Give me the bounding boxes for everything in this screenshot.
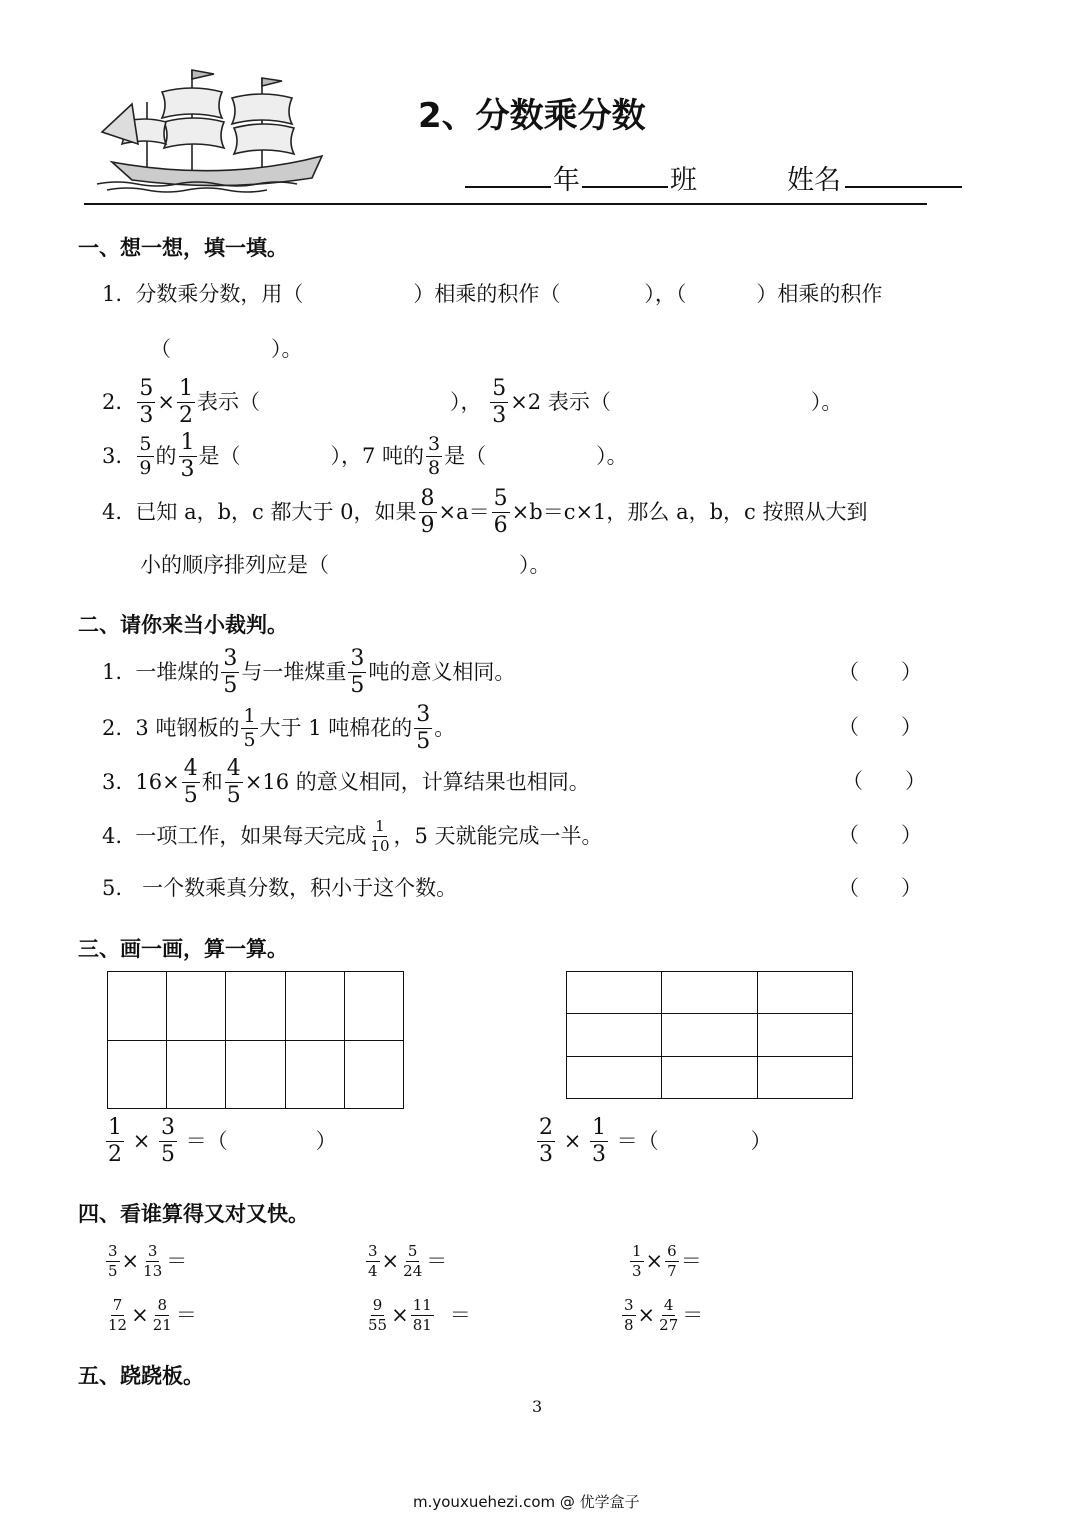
class-blank[interactable] bbox=[582, 186, 668, 188]
calc-item: $\frac{3}{4}$ × $\frac{5}{24}$ ＝ bbox=[368, 1241, 448, 1280]
fraction: $\frac{3}{5}$ bbox=[160, 1114, 175, 1167]
page-number: 3 bbox=[532, 1397, 543, 1416]
class-label: 班 bbox=[670, 165, 697, 196]
section4-heading: 四、看谁算得又对又快。 bbox=[78, 1202, 309, 1226]
answer-paren[interactable]: （ ） bbox=[838, 715, 922, 739]
fraction: $\frac{3}{5}$ bbox=[350, 645, 365, 698]
q-number: 1. bbox=[102, 282, 123, 306]
s2-q1: 1. 一堆煤的 $\frac{3}{5}$ 与一堆煤重 $\frac{3}{5}$ 吨的意义相同。 bbox=[102, 645, 516, 698]
fraction: $\frac{5}{3}$ bbox=[492, 375, 507, 428]
s2-q4: 4. 一项工作，如果每天完成 $\frac{1}{10}$ ，5 天就能完成一半。 bbox=[102, 816, 603, 855]
s3-right-expression: $\frac{2}{3}$ × $\frac{1}{3}$ ＝（ ） bbox=[539, 1114, 772, 1167]
class-year-label: 年 bbox=[553, 165, 580, 196]
s1-q4-cont: 小的顺序排列应是（ ）。 bbox=[140, 553, 551, 577]
fraction: $\frac{1}{3}$ bbox=[591, 1114, 606, 1167]
section2-heading: 二、请你来当小裁判。 bbox=[78, 613, 288, 637]
name-blank[interactable] bbox=[845, 186, 962, 188]
section1-heading: 一、想一想，填一填。 bbox=[78, 236, 288, 260]
answer-paren[interactable]: （ ） bbox=[842, 769, 926, 793]
fraction: $\frac{2}{3}$ bbox=[539, 1114, 553, 1167]
fraction: $\frac{4}{5}$ bbox=[183, 755, 198, 808]
s1-q1-cont: （ ）。 bbox=[150, 337, 303, 361]
fraction: $\frac{8}{9}$ bbox=[420, 485, 435, 538]
fraction: $\frac{3}{8}$ bbox=[428, 432, 441, 479]
header-rule bbox=[84, 203, 927, 205]
section5-heading: 五、跷跷板。 bbox=[78, 1364, 204, 1388]
sailing-ship-illustration bbox=[92, 62, 342, 197]
name-label: 姓名 bbox=[787, 165, 841, 196]
fraction: $\frac{5}{9}$ bbox=[139, 432, 152, 479]
calc-item: $\frac{7}{12}$ × $\frac{8}{21}$ ＝ bbox=[108, 1295, 197, 1334]
page-title: 2、分数乘分数 bbox=[418, 96, 646, 136]
fraction: $\frac{3}{5}$ bbox=[223, 645, 238, 698]
footer-watermark: m.youxuehezi.com @ 优学盒子 bbox=[413, 1493, 640, 1511]
calc-item: $\frac{9}{55}$ × $\frac{11}{81}$ ＝ bbox=[368, 1295, 471, 1334]
s2-q2: 2. 3 吨钢板的 $\frac{1}{5}$ 大于 1 吨棉花的 $\frac{3}{5}$ 。 bbox=[102, 701, 456, 754]
class-year-blank[interactable] bbox=[465, 186, 551, 188]
s1-q4: 4. 已知 a，b，c 都大于 0，如果 $\frac{8}{9}$ ×a＝ $\frac{5}{6}$ ×b＝c×1，那么 a，b，c 按照从大到 bbox=[102, 485, 868, 538]
answer-paren[interactable]: （ ） bbox=[838, 876, 922, 900]
s1-q3: 3. $\frac{5}{9}$ 的 $\frac{1}{3}$ 是（ ），7 吨的 $\frac{3}{8}$ 是（ ）。 bbox=[102, 429, 628, 482]
fraction: $\frac{5}{6}$ bbox=[493, 485, 508, 538]
s2-q5: 5. 一个数乘真分数，积小于这个数。 bbox=[102, 876, 458, 900]
fraction: $\frac{1}{2}$ bbox=[108, 1114, 122, 1167]
drawing-grid-right[interactable] bbox=[566, 971, 853, 1099]
drawing-grid-left[interactable] bbox=[107, 971, 404, 1109]
answer-paren[interactable]: （ ） bbox=[838, 660, 922, 684]
fraction: $\frac{1}{3}$ bbox=[180, 429, 195, 482]
s3-left-expression: $\frac{1}{2}$ × $\frac{3}{5}$ ＝（ ） bbox=[108, 1114, 337, 1167]
calc-item: $\frac{1}{3}$ × $\frac{6}{7}$ ＝ bbox=[632, 1241, 702, 1280]
fraction: $\frac{1}{10}$ bbox=[370, 816, 390, 855]
s1-q1: 1. 分数乘分数，用（ ）相乘的积作（ ），（ ）相乘的积作 bbox=[102, 282, 883, 306]
calc-item: $\frac{3}{8}$ × $\frac{4}{27}$ ＝ bbox=[624, 1295, 704, 1334]
fraction: $\frac{4}{5}$ bbox=[226, 755, 241, 808]
fraction: $\frac{1}{2}$ bbox=[179, 375, 194, 428]
section3-heading: 三、画一画，算一算。 bbox=[78, 937, 288, 961]
answer-paren[interactable]: （ ） bbox=[838, 823, 922, 847]
fraction: $\frac{3}{5}$ bbox=[416, 701, 431, 754]
fraction: $\frac{5}{3}$ bbox=[139, 375, 154, 428]
s1-q2: 2. $\frac{5}{3}$ × $\frac{1}{2}$ 表示（ ）， $\frac{5}{3}$ ×2 表示（ ）。 bbox=[102, 375, 843, 428]
s2-q3: 3. 16× $\frac{4}{5}$ 和 $\frac{4}{5}$ ×16 的意义相同，计算结果也相同。 bbox=[102, 755, 590, 808]
calc-item: $\frac{3}{5}$ × $\frac{3}{13}$ ＝ bbox=[108, 1241, 188, 1280]
fraction: $\frac{1}{5}$ bbox=[243, 704, 256, 751]
